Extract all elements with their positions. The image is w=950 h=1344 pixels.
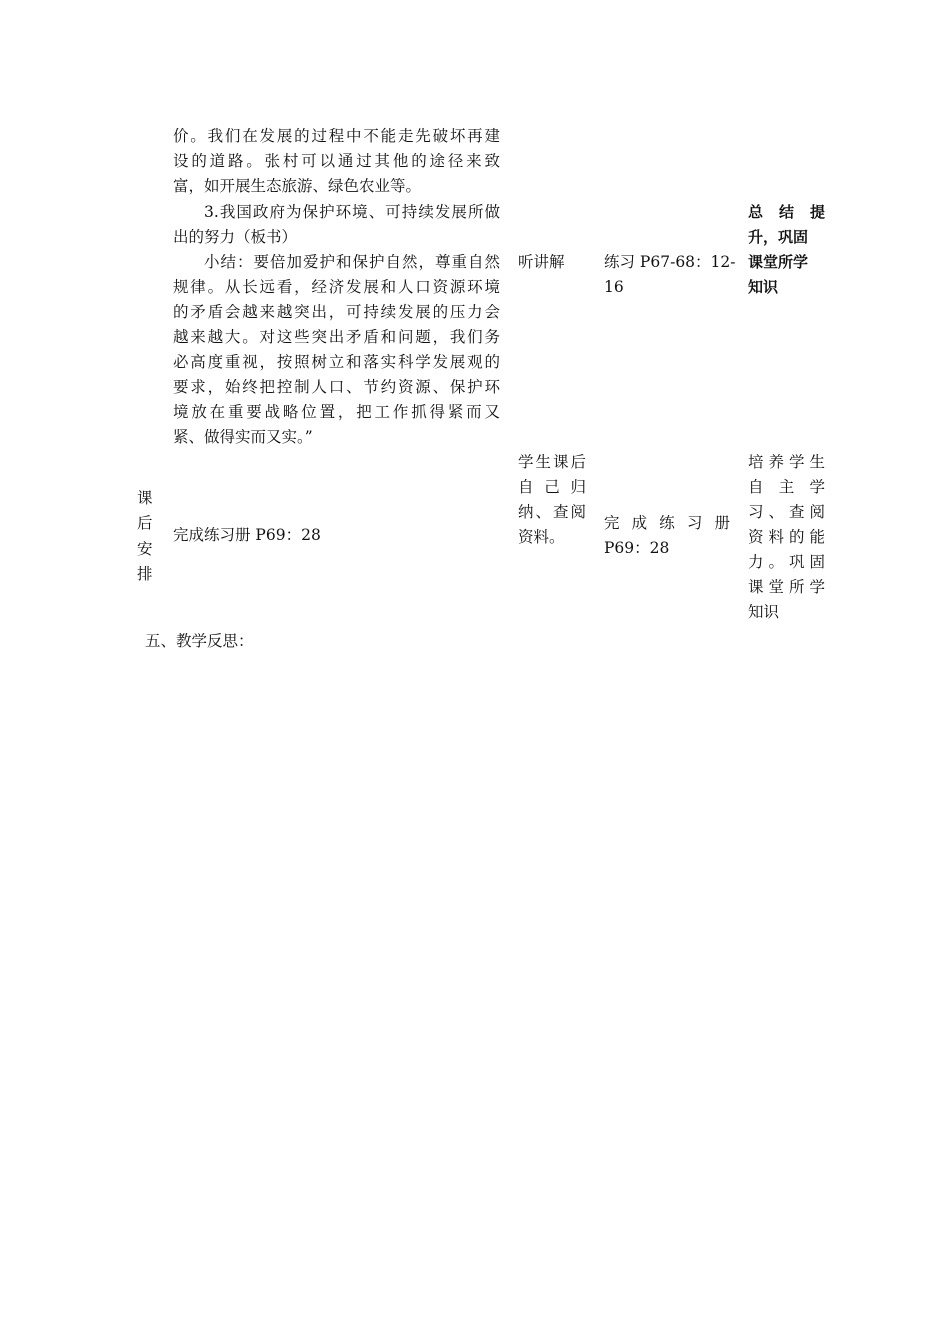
content-line: 境放在重要战略位置，把工作抓得紧而又	[173, 403, 500, 421]
stage-label-char: 课	[137, 489, 153, 507]
content-line: 设的道路。张村可以通过其他的途径来致	[173, 152, 500, 170]
content-line: 越来越大。对这些突出矛盾和问题，我们务	[173, 328, 500, 346]
intent-line: 课堂所学	[748, 253, 809, 271]
content-line: 富，如开展生态旅游、绿色农业等。	[173, 177, 422, 195]
intent-line: 自 主 学	[748, 478, 825, 496]
content-line: 规律。从长远看，经济发展和人口资源环境	[173, 278, 500, 296]
stage-label-char: 后	[137, 514, 153, 532]
exercise-line: P69：28	[604, 539, 670, 557]
student-activity-listen: 听讲解	[518, 253, 565, 271]
intent-line: 资料的能	[748, 528, 825, 546]
activity-line: 自 己 归	[518, 478, 586, 496]
content-line: 小结：要倍加爱护和保护自然，尊重自然	[204, 253, 500, 271]
exercise-line: 完 成 练 习 册	[604, 514, 730, 532]
content-line: 3.我国政府为保护环境、可持续发展所做	[204, 203, 500, 221]
stage-label-char: 排	[137, 565, 153, 583]
intent-line: 课堂所学	[748, 578, 825, 596]
exercise-line: 练习 P67-68：12-	[604, 253, 736, 271]
activity-line: 纳、查阅	[518, 503, 586, 521]
intent-line: 知识	[748, 603, 780, 621]
intent-line: 培养学生	[748, 453, 825, 471]
intent-line: 习、查阅	[748, 503, 825, 521]
reflection-heading: 五、教学反思：	[145, 632, 254, 650]
content-line: 出的努力（板书）	[173, 228, 298, 246]
content-line: 的矛盾会越来越突出，可持续发展的压力会	[173, 303, 500, 321]
activity-line: 资料。	[518, 528, 565, 546]
content-line: 紧、做得实而又实。”	[173, 428, 313, 446]
intent-line: 升，巩固	[748, 228, 809, 246]
after-class-content: 完成练习册 P69：28	[173, 526, 321, 544]
content-line: 要求，始终把控制人口、节约资源、保护环	[173, 378, 500, 396]
stage-label-char: 安	[137, 540, 153, 558]
content-line: 必高度重视，按照树立和落实科学发展观的	[173, 353, 500, 371]
intent-line: 力。巩固	[748, 553, 825, 571]
content-line: 价。我们在发展的过程中不能走先破坏再建	[173, 127, 500, 145]
exercise-line: 16	[604, 278, 624, 296]
intent-line: 知识	[748, 278, 779, 296]
activity-line: 学生课后	[518, 453, 586, 471]
intent-line: 总 结 提	[748, 203, 825, 221]
